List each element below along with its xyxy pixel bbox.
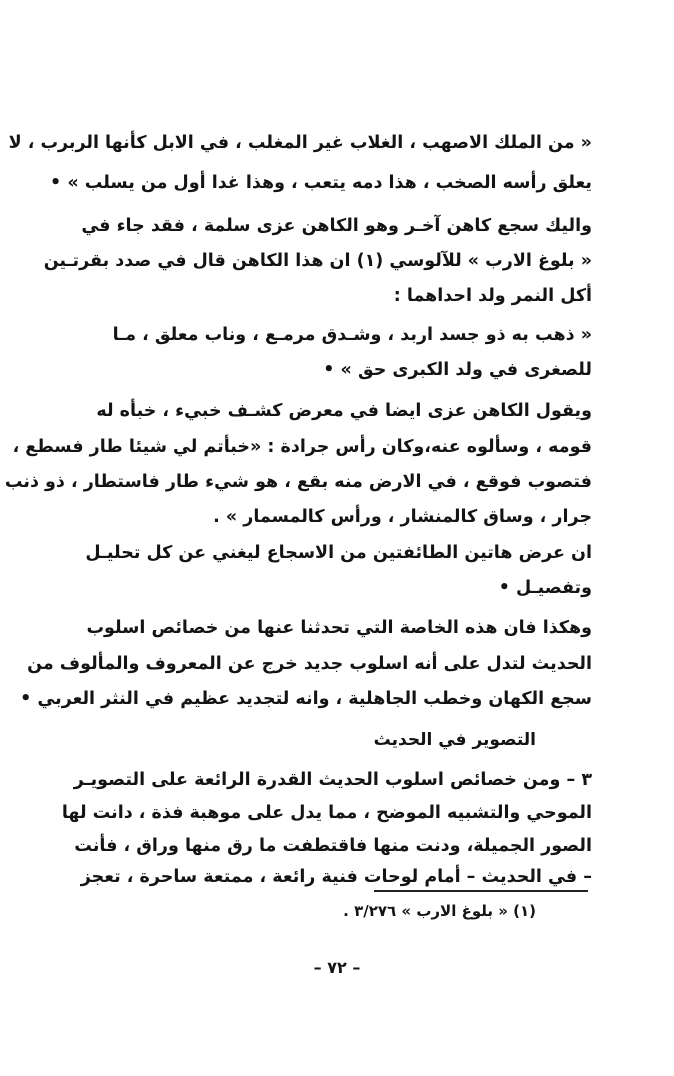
- text-line: الحديث لتدل على أنه اسلوب جديد خرج عن المعروف والمألوف من: [27, 654, 592, 674]
- section-heading: التصوير في الحديث: [373, 730, 536, 750]
- text-line: الموحي والتشبيه الموضح ، مما يدل على موهبة فذة ، دانت لها: [61, 803, 592, 823]
- text-line: واليك سجع كاهن آخـر وهو الكاهن عزى سلمة ، فقد جاء في: [81, 216, 592, 236]
- text-line: « بلوغ الارب » للآلوسي (١) ان هذا الكاهن قال في صدد بقرتـين: [43, 251, 592, 271]
- footnote-divider: [374, 890, 588, 892]
- page-number: – ٧٢ –: [313, 958, 361, 977]
- text-line: يعلق رأسه الصخب ، هذا دمه يتعب ، وهذا غدا أول من يسلب » •: [50, 173, 592, 193]
- text-line: « من الملك الاصهب ، الغلاب غير المغلب ، في الابل كأنها الربرب ، لا: [8, 133, 592, 153]
- text-line: وتفصيـل •: [498, 578, 592, 598]
- text-line: فتصوب فوقع ، في الارض منه بقع ، هو شيء طار فاستطار ، ذو ذنب: [4, 472, 592, 492]
- text-line: « ذهب به ذو جسد اربد ، وشـدق مرمـع ، وناب معلق ، مـا: [112, 325, 592, 345]
- text-line: ويقول الكاهن عزى ايضا في معرض كشـف خبيء ، خبأه له: [96, 401, 592, 421]
- text-line: الصور الجميلة، ودنت منها فاقتطفت ما رق منها وراق ، فأنت: [74, 836, 592, 856]
- text-line: وهكذا فان هذه الخاصة التي تحدثنا عنها من خصائص اسلوب: [86, 618, 592, 638]
- text-line: جرار ، وساق كالمنشار ، ورأس كالمسمار » .: [213, 507, 592, 527]
- text-line: أكل النمر ولد احداهما :: [393, 286, 592, 306]
- text-line: سجع الكهان وخطب الجاهلية ، وانه لتجديد عظيم في النثر العربي •: [20, 689, 592, 709]
- text-line: للصغرى في ولد الكبرى حق » •: [323, 360, 592, 380]
- footnote: (١) « بلوغ الارب » ٣/٢٧٦ .: [343, 902, 536, 920]
- text-line: – في الحديث – أمام لوحات فنية رائعة ، ممتعة ساحرة ، تعجز: [80, 867, 592, 887]
- text-line: ٣ – ومن خصائص اسلوب الحديث القدرة الرائعة على التصويـر: [73, 770, 592, 790]
- text-line: قومه ، وسألوه عنه،وكان رأس جرادة : «خبأتم لي شيئا طار فسطع ،: [12, 437, 592, 457]
- text-line: ان عرض هاتين الطائفتين من الاسجاع ليغني عن كل تحليـل: [85, 543, 592, 563]
